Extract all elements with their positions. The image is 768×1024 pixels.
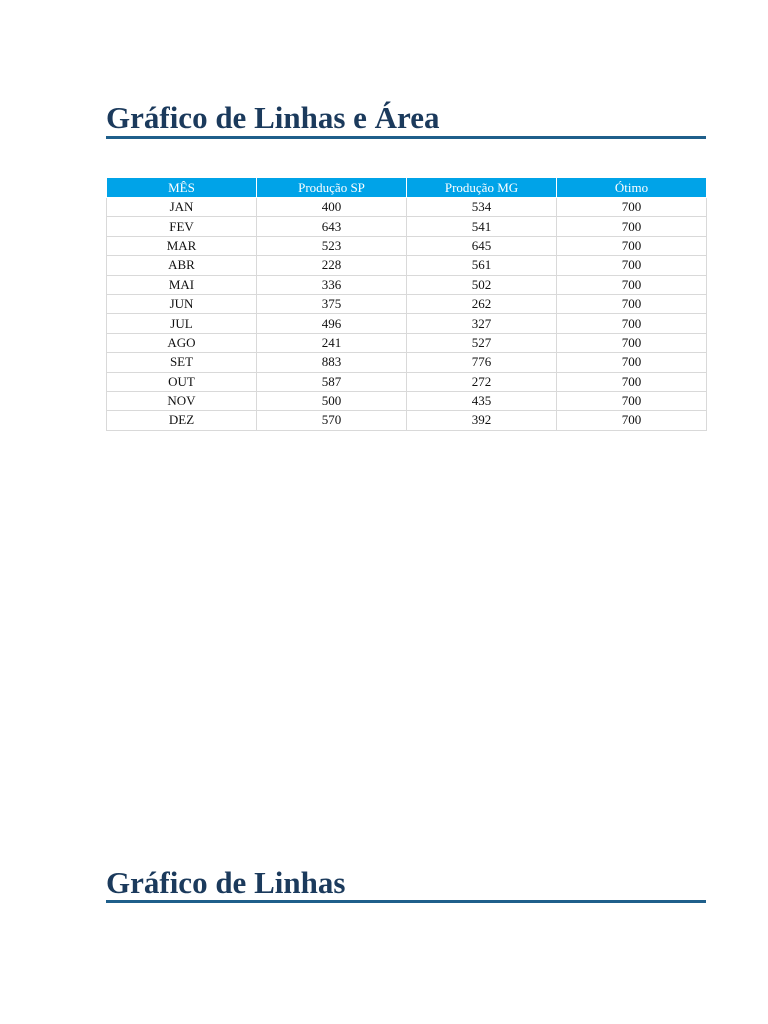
cell-month: JUN (107, 294, 257, 313)
cell-optimal: 700 (557, 256, 707, 275)
cell-optimal: 700 (557, 275, 707, 294)
cell-production-mg: 527 (407, 333, 557, 352)
table-body (107, 198, 707, 431)
cell-production-sp: 400 (257, 198, 407, 217)
cell-month: OUT (107, 372, 257, 391)
cell-production-sp: 883 (257, 353, 407, 372)
cell-production-mg: 272 (407, 372, 557, 391)
cell-optimal: 700 (557, 353, 707, 372)
cell-production-sp: 643 (257, 217, 407, 236)
cell-production-sp: 500 (257, 391, 407, 410)
cell-production-sp: 523 (257, 236, 407, 255)
title-underline (106, 900, 706, 903)
cell-month: DEZ (107, 411, 257, 430)
cell-production-mg: 262 (407, 294, 557, 313)
table-row (107, 314, 707, 333)
cell-production-sp: 587 (257, 372, 407, 391)
cell-production-mg: 327 (407, 314, 557, 333)
cell-month: JAN (107, 198, 257, 217)
cell-optimal: 700 (557, 411, 707, 430)
cell-optimal: 700 (557, 294, 707, 313)
table-row (107, 391, 707, 410)
cell-month: MAI (107, 275, 257, 294)
cell-production-mg: 534 (407, 198, 557, 217)
cell-production-sp: 375 (257, 294, 407, 313)
cell-production-sp: 241 (257, 333, 407, 352)
table-row (107, 198, 707, 217)
cell-production-sp: 336 (257, 275, 407, 294)
section-title-lines-and-area: Gráfico de Linhas e Área (106, 100, 440, 135)
cell-month: AGO (107, 333, 257, 352)
cell-production-sp: 228 (257, 256, 407, 275)
cell-month: MAR (107, 236, 257, 255)
table-row (107, 236, 707, 255)
section-title-lines: Gráfico de Linhas (106, 865, 346, 900)
production-table (106, 177, 707, 431)
cell-month: SET (107, 353, 257, 372)
cell-production-mg: 541 (407, 217, 557, 236)
column-header-production-mg: Produção MG (407, 178, 557, 198)
cell-production-sp: 496 (257, 314, 407, 333)
cell-month: NOV (107, 391, 257, 410)
column-header-month: MÊS (107, 178, 257, 198)
table-row (107, 333, 707, 352)
cell-optimal: 700 (557, 391, 707, 410)
table-header-row (107, 178, 707, 198)
table-row (107, 372, 707, 391)
table-row (107, 411, 707, 430)
cell-production-mg: 645 (407, 236, 557, 255)
cell-production-mg: 561 (407, 256, 557, 275)
cell-optimal: 700 (557, 236, 707, 255)
cell-month: JUL (107, 314, 257, 333)
table-row (107, 256, 707, 275)
table-row (107, 294, 707, 313)
cell-production-sp: 570 (257, 411, 407, 430)
cell-month: FEV (107, 217, 257, 236)
cell-production-mg: 392 (407, 411, 557, 430)
column-header-production-sp: Produção SP (257, 178, 407, 198)
cell-optimal: 700 (557, 333, 707, 352)
column-header-optimal: Ótimo (557, 178, 707, 198)
cell-optimal: 700 (557, 314, 707, 333)
cell-optimal: 700 (557, 217, 707, 236)
cell-production-mg: 776 (407, 353, 557, 372)
cell-month: ABR (107, 256, 257, 275)
table-row (107, 353, 707, 372)
cell-optimal: 700 (557, 198, 707, 217)
table-row (107, 275, 707, 294)
table-row (107, 217, 707, 236)
title-underline (106, 136, 706, 139)
cell-production-mg: 502 (407, 275, 557, 294)
cell-optimal: 700 (557, 372, 707, 391)
cell-production-mg: 435 (407, 391, 557, 410)
